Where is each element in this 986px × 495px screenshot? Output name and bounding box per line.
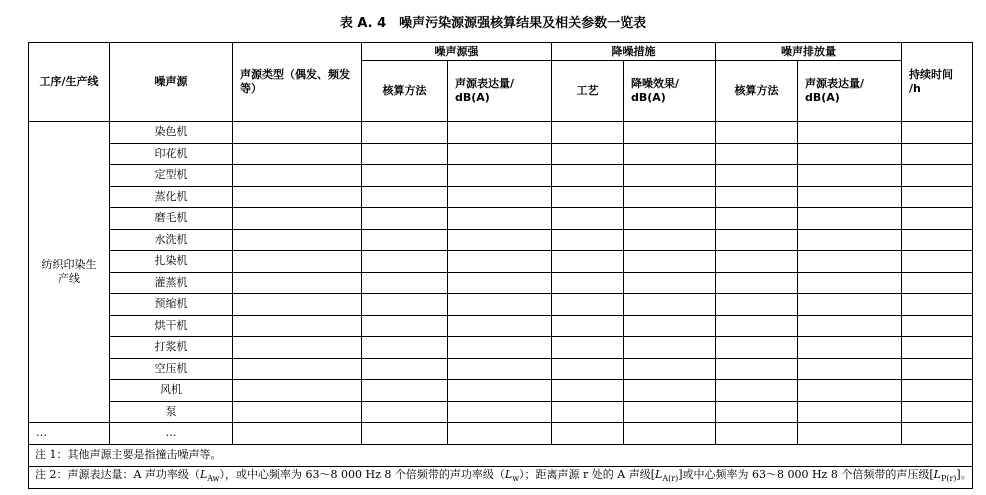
- source-name-cell: 水洗机: [110, 229, 233, 251]
- empty-cell: [552, 272, 624, 294]
- header-duration: [902, 43, 973, 122]
- empty-cell: [233, 208, 362, 230]
- source-name-cell: 灌蒸机: [110, 272, 233, 294]
- table-row: [29, 272, 973, 294]
- empty-cell: [448, 186, 552, 208]
- empty-cell: [716, 401, 798, 423]
- empty-cell: [448, 337, 552, 359]
- empty-cell: [448, 401, 552, 423]
- empty-cell: [362, 294, 448, 316]
- empty-cell: [716, 272, 798, 294]
- empty-cell: [448, 143, 552, 165]
- header-expression-unit: dB(A): [455, 91, 490, 104]
- empty-cell: [624, 294, 716, 316]
- empty-cell: [448, 315, 552, 337]
- empty-cell: [624, 315, 716, 337]
- empty-cell: [552, 165, 624, 187]
- source-name-cell: 打浆机: [110, 337, 233, 359]
- empty-cell: [233, 251, 362, 273]
- source-name-cell: 定型机: [110, 165, 233, 187]
- empty-cell: [552, 380, 624, 402]
- source-name-cell: 风机: [110, 380, 233, 402]
- source-name-cell: 磨毛机: [110, 208, 233, 230]
- header-effect-unit: dB(A): [631, 91, 666, 104]
- source-name-cell: 烘干机: [110, 315, 233, 337]
- empty-cell: [448, 165, 552, 187]
- empty-cell: [716, 186, 798, 208]
- empty-cell: [233, 358, 362, 380]
- empty-cell: [902, 272, 973, 294]
- empty-cell: [552, 143, 624, 165]
- empty-cell: [902, 251, 973, 273]
- empty-cell: [716, 208, 798, 230]
- empty-cell: [902, 165, 973, 187]
- header-expression-2: [798, 61, 902, 122]
- empty-cell: [716, 380, 798, 402]
- empty-cell: [552, 229, 624, 251]
- empty-cell: [552, 122, 624, 144]
- empty-cell: [902, 186, 973, 208]
- empty-cell: [798, 229, 902, 251]
- note-2: 注 2：声源表达量：A 声功率级$(L_{Aw})$，或中心频率为 63～8 000 Hz 8 个倍频带的声功率级$(L_w)$；距离声源 r 处的 A 声级$[L_{A(r)}]$或中心频率为 63～8 000 Hz 8 个倍频带的声压级$[L_{P(r)}]$。: [29, 466, 973, 488]
- empty-cell: [798, 143, 902, 165]
- empty-cell: [716, 251, 798, 273]
- empty-cell: [798, 337, 902, 359]
- process-name-line-1: 纺织印染生: [41, 258, 97, 271]
- empty-cell: [624, 358, 716, 380]
- empty-cell: [902, 122, 973, 144]
- empty-cell: [362, 337, 448, 359]
- header-source-type: 声源类型（偶发、频发等）: [233, 43, 362, 122]
- empty-cell: [716, 358, 798, 380]
- table-title: 表 A. 4 噪声污染源源强核算结果及相关参数一览表: [339, 16, 647, 31]
- empty-cell: [716, 315, 798, 337]
- empty-cell: [624, 186, 716, 208]
- empty-cell: [233, 272, 362, 294]
- empty-cell: [448, 251, 552, 273]
- empty-cell: [902, 401, 973, 423]
- table-row: [29, 229, 973, 251]
- process-name-cell: [29, 122, 110, 423]
- header-expression: [448, 61, 552, 122]
- empty-cell: [362, 143, 448, 165]
- source-name-cell: 染色机: [110, 122, 233, 144]
- header-expression-label: 声源表达量/: [455, 77, 515, 90]
- empty-cell: [798, 315, 902, 337]
- empty-cell: [362, 380, 448, 402]
- empty-cell: [716, 165, 798, 187]
- empty-cell: [716, 143, 798, 165]
- header-calc-method: 核算方法: [362, 61, 448, 122]
- empty-cell: [233, 315, 362, 337]
- empty-cell: [233, 186, 362, 208]
- empty-cell: [624, 208, 716, 230]
- empty-cell: [552, 294, 624, 316]
- header-effect: [624, 61, 716, 122]
- empty-cell: [798, 358, 902, 380]
- empty-cell: [798, 380, 902, 402]
- empty-cell: [624, 337, 716, 359]
- empty-cell: [716, 229, 798, 251]
- empty-cell: [552, 337, 624, 359]
- empty-cell: [233, 401, 362, 423]
- empty-cell: [716, 337, 798, 359]
- empty-cell: [362, 401, 448, 423]
- header-duration-label: 持续时间: [909, 68, 953, 81]
- empty-cell: [902, 358, 973, 380]
- table-row: [29, 165, 973, 187]
- empty-cell: [624, 272, 716, 294]
- empty-cell: [448, 208, 552, 230]
- empty-cell: [362, 122, 448, 144]
- empty-cell: [448, 122, 552, 144]
- noise-source-table: [28, 42, 973, 489]
- empty-cell: [798, 165, 902, 187]
- header-duration-unit: /h: [909, 82, 921, 95]
- source-name-cell: 泵: [110, 401, 233, 423]
- empty-cell: [448, 380, 552, 402]
- empty-cell: [902, 294, 973, 316]
- source-name-cell: 空压机: [110, 358, 233, 380]
- empty-cell: [552, 251, 624, 273]
- empty-cell: [902, 315, 973, 337]
- empty-cell: [798, 122, 902, 144]
- empty-cell: [362, 272, 448, 294]
- empty-cell: [552, 401, 624, 423]
- table-row: [29, 251, 973, 273]
- header-calc-method-2: 核算方法: [716, 61, 798, 122]
- empty-cell: [798, 294, 902, 316]
- empty-cell: [624, 165, 716, 187]
- table-row: [29, 294, 973, 316]
- ellipsis-source: …: [110, 423, 233, 445]
- table-row: [29, 208, 973, 230]
- header-effect-label: 降噪效果/: [631, 77, 680, 90]
- empty-cell: [362, 229, 448, 251]
- source-name-cell: 扎染机: [110, 251, 233, 273]
- empty-cell: [624, 401, 716, 423]
- empty-cell: [233, 229, 362, 251]
- empty-cell: [902, 337, 973, 359]
- empty-cell: [362, 165, 448, 187]
- empty-cell: [552, 315, 624, 337]
- empty-cell: [552, 358, 624, 380]
- empty-cell: [624, 122, 716, 144]
- empty-cell: [448, 229, 552, 251]
- empty-cell: [552, 186, 624, 208]
- table-row: [29, 337, 973, 359]
- empty-cell: [798, 186, 902, 208]
- empty-cell: [233, 294, 362, 316]
- table-body: [29, 122, 973, 423]
- ellipsis-process: …: [29, 423, 110, 445]
- empty-cell: [552, 208, 624, 230]
- source-name-cell: 蒸化机: [110, 186, 233, 208]
- empty-cell: [624, 251, 716, 273]
- header-measures: 降噪措施: [552, 43, 716, 61]
- source-name-cell: 预缩机: [110, 294, 233, 316]
- table-row: [29, 122, 973, 144]
- header-expression-2-unit: dB(A): [805, 91, 840, 104]
- empty-cell: [362, 358, 448, 380]
- table-row: [29, 315, 973, 337]
- empty-cell: [233, 380, 362, 402]
- table-row: [29, 143, 973, 165]
- empty-cell: [448, 358, 552, 380]
- process-name-line-2: 产线: [58, 272, 80, 285]
- empty-cell: [798, 401, 902, 423]
- empty-cell: [624, 229, 716, 251]
- empty-cell: [362, 315, 448, 337]
- empty-cell: [902, 380, 973, 402]
- empty-cell: [362, 208, 448, 230]
- empty-cell: [798, 251, 902, 273]
- empty-cell: [233, 337, 362, 359]
- empty-cell: [798, 272, 902, 294]
- empty-cell: [362, 186, 448, 208]
- empty-cell: [448, 272, 552, 294]
- empty-cell: [448, 294, 552, 316]
- header-emission: 噪声排放量: [716, 43, 902, 61]
- source-name-cell: 印花机: [110, 143, 233, 165]
- header-process: 工序/生产线: [29, 43, 110, 122]
- empty-cell: [624, 143, 716, 165]
- empty-cell: [233, 165, 362, 187]
- empty-cell: [233, 143, 362, 165]
- empty-cell: [716, 122, 798, 144]
- empty-cell: [362, 251, 448, 273]
- empty-cell: [716, 294, 798, 316]
- empty-cell: [902, 208, 973, 230]
- header-expression-2-label: 声源表达量/: [805, 77, 865, 90]
- empty-cell: [902, 143, 973, 165]
- header-noise-strength: 噪声源强: [362, 43, 552, 61]
- header-source: 噪声源: [110, 43, 233, 122]
- table-row: [29, 380, 973, 402]
- header-craft: 工艺: [552, 61, 624, 122]
- empty-cell: [798, 208, 902, 230]
- table-row: [29, 401, 973, 423]
- note-1: 注 1：其他声源主要是指撞击噪声等。: [29, 444, 973, 466]
- empty-cell: [233, 122, 362, 144]
- table-row: [29, 358, 973, 380]
- empty-cell: [902, 229, 973, 251]
- empty-cell: [624, 380, 716, 402]
- table-row: [29, 186, 973, 208]
